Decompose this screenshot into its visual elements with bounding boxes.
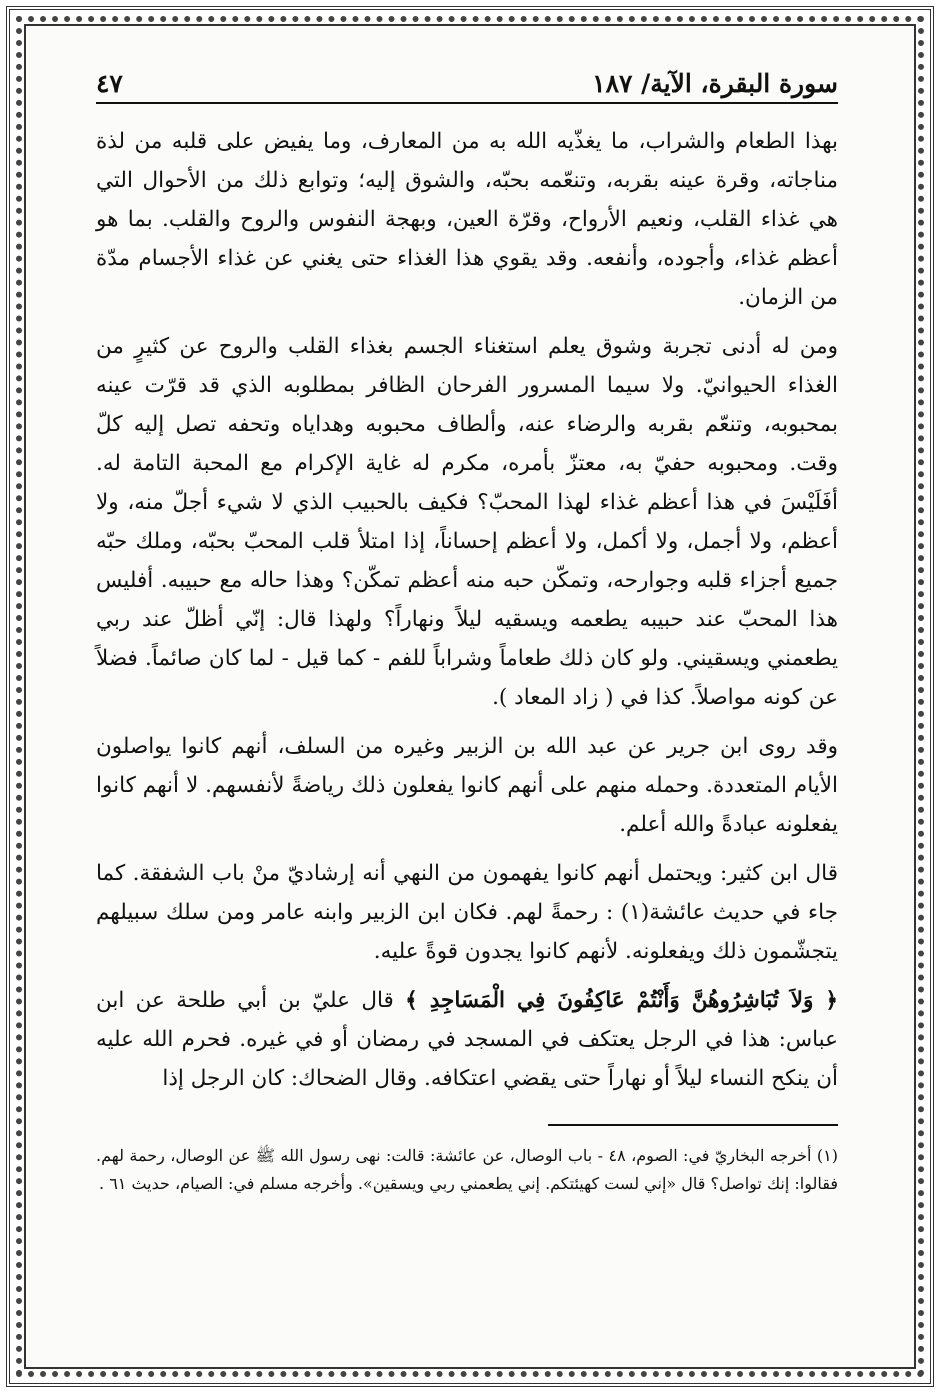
running-header [96,58,838,104]
page-body [96,122,838,1098]
paragraph-4: قال ابن كثير: ويحتمل أنهم كانوا يفهمون من النهي أنه إرشاديّ منْ باب الشفقة. كما جاء في حديث عائشة(١) : رحمةً لهم. فكان ابن الزبير وابنه عامر ومن سلك سبيلهم يتجشّمون ذلك ويفعلونه. لأنهم كانوا يجدون قوةً عليه. [96,861,838,964]
quran-verse: ﴿ وَلاَ تُبَاشِرُوهُنَّ وَأَنْتُمْ عَاكِفُونَ فِي الْمَسَاجِدِ ﴾ [405,988,838,1013]
paragraph-5-text: قال عليّ بن أبي طلحة عن ابن عباس: هذا في الرجل يعتكف في المسجد في رمضان أو في غيره. فحرم الله عليه أن ينكح النساء ليلاً أو نهاراً حتى يقضي اعتكافه. وقال الضحاك: كان الرجل إذا [96,988,838,1091]
paragraph-5 [96,981,838,1098]
paragraph-3: وقد روى ابن جرير عن عبد الله بن الزبير وغيره من السلف، أنهم كانوا يواصلون الأيام المتعددة. وحمله منهم على أنهم كانوا يفعلون ذلك رياضةً لأنفسهم. لا أنهم كانوا يفعلونه عبادةً والله أعلم. [96,734,838,837]
footnote: (١) أخرجه البخاريّ في: الصوم، ٤٨ - باب الوصال، عن عائشة: قالت: نهى رسول الله ﷺ عن الوصال، رحمة لهم. فقالوا: إنك تواصل؟ قال «إني لست كهيئتكم. إني يطعمني ربي ويسقين». وأخرجه مسلم في: الصيام، حديث ٦١ . [96,1146,838,1193]
page-number: ٤٧ [96,69,123,98]
paragraph-1: بهذا الطعام والشراب، ما يغذّيه الله به من المعارف، وما يفيض على قلبه من لذة مناجاته، وقرة عينه بقربه، وتنعّمه بحبّه، والشوق إليه؛ وتوابع ذلك من الأحوال التي هي غذاء القلب، ونعيم الأرواح، وقرّة العين، وبهجة النفوس والروح والقلب. بما هو أعظم غذاء، وأجوده، وأنفعه. وقد يقوي هذا الغذاء حتى يغني عن غذاء الأجسام مدّة من الزمان. [96,129,838,310]
paragraph-2: ومن له أدنى تجربة وشوق يعلم استغناء الجسم بغذاء القلب والروح عن كثيرٍ من الغذاء الحيوانيّ. ولا سيما المسرور الفرحان الظافر بمطلوبه الذي قد قرّت عينه بمحبوبه، وتنعّم بقربه والرضاء عنه، وألطاف محبوبه وهداياه وتحفه تصل إليه كلّ وقت. ومحبوبه حفيّ به، معتزّ بأمره، مكرم له غاية الإكرام مع المحبة التامة له. أفَلَيْسَ في هذا أعظم غذاء لهذا المحبّ؟ فكيف بالحبيب الذي لا شيء أجلّ منه، ولا أعظم، ولا أجمل، ولا أكمل، ولا أعظم إحساناً، إذا امتلأ قلب المحبّ بحبّه، وملك حبّه جميع أجزاء قلبه وجوارحه، وتمكّن حبه منه أعظم تمكّن؟ وهذا حاله مع حبيبه. أفليس هذا المحبّ عند حبيبه يطعمه ويسقيه ليلاً ونهاراً؟ ولهذا قال: إنّي أظلّ عند ربي يطعمني ويسقيني. ولو كان ذلك طعاماً وشراباً للفم - كما قيل - لما كان صائماً. فضلاً عن كونه مواصلاً. كذا في ( زاد المعاد ). [96,334,838,710]
book-page [96,58,838,1348]
footnote-separator [548,1124,838,1126]
header-title: سورة البقرة، الآية/ ١٨٧ [592,69,838,98]
